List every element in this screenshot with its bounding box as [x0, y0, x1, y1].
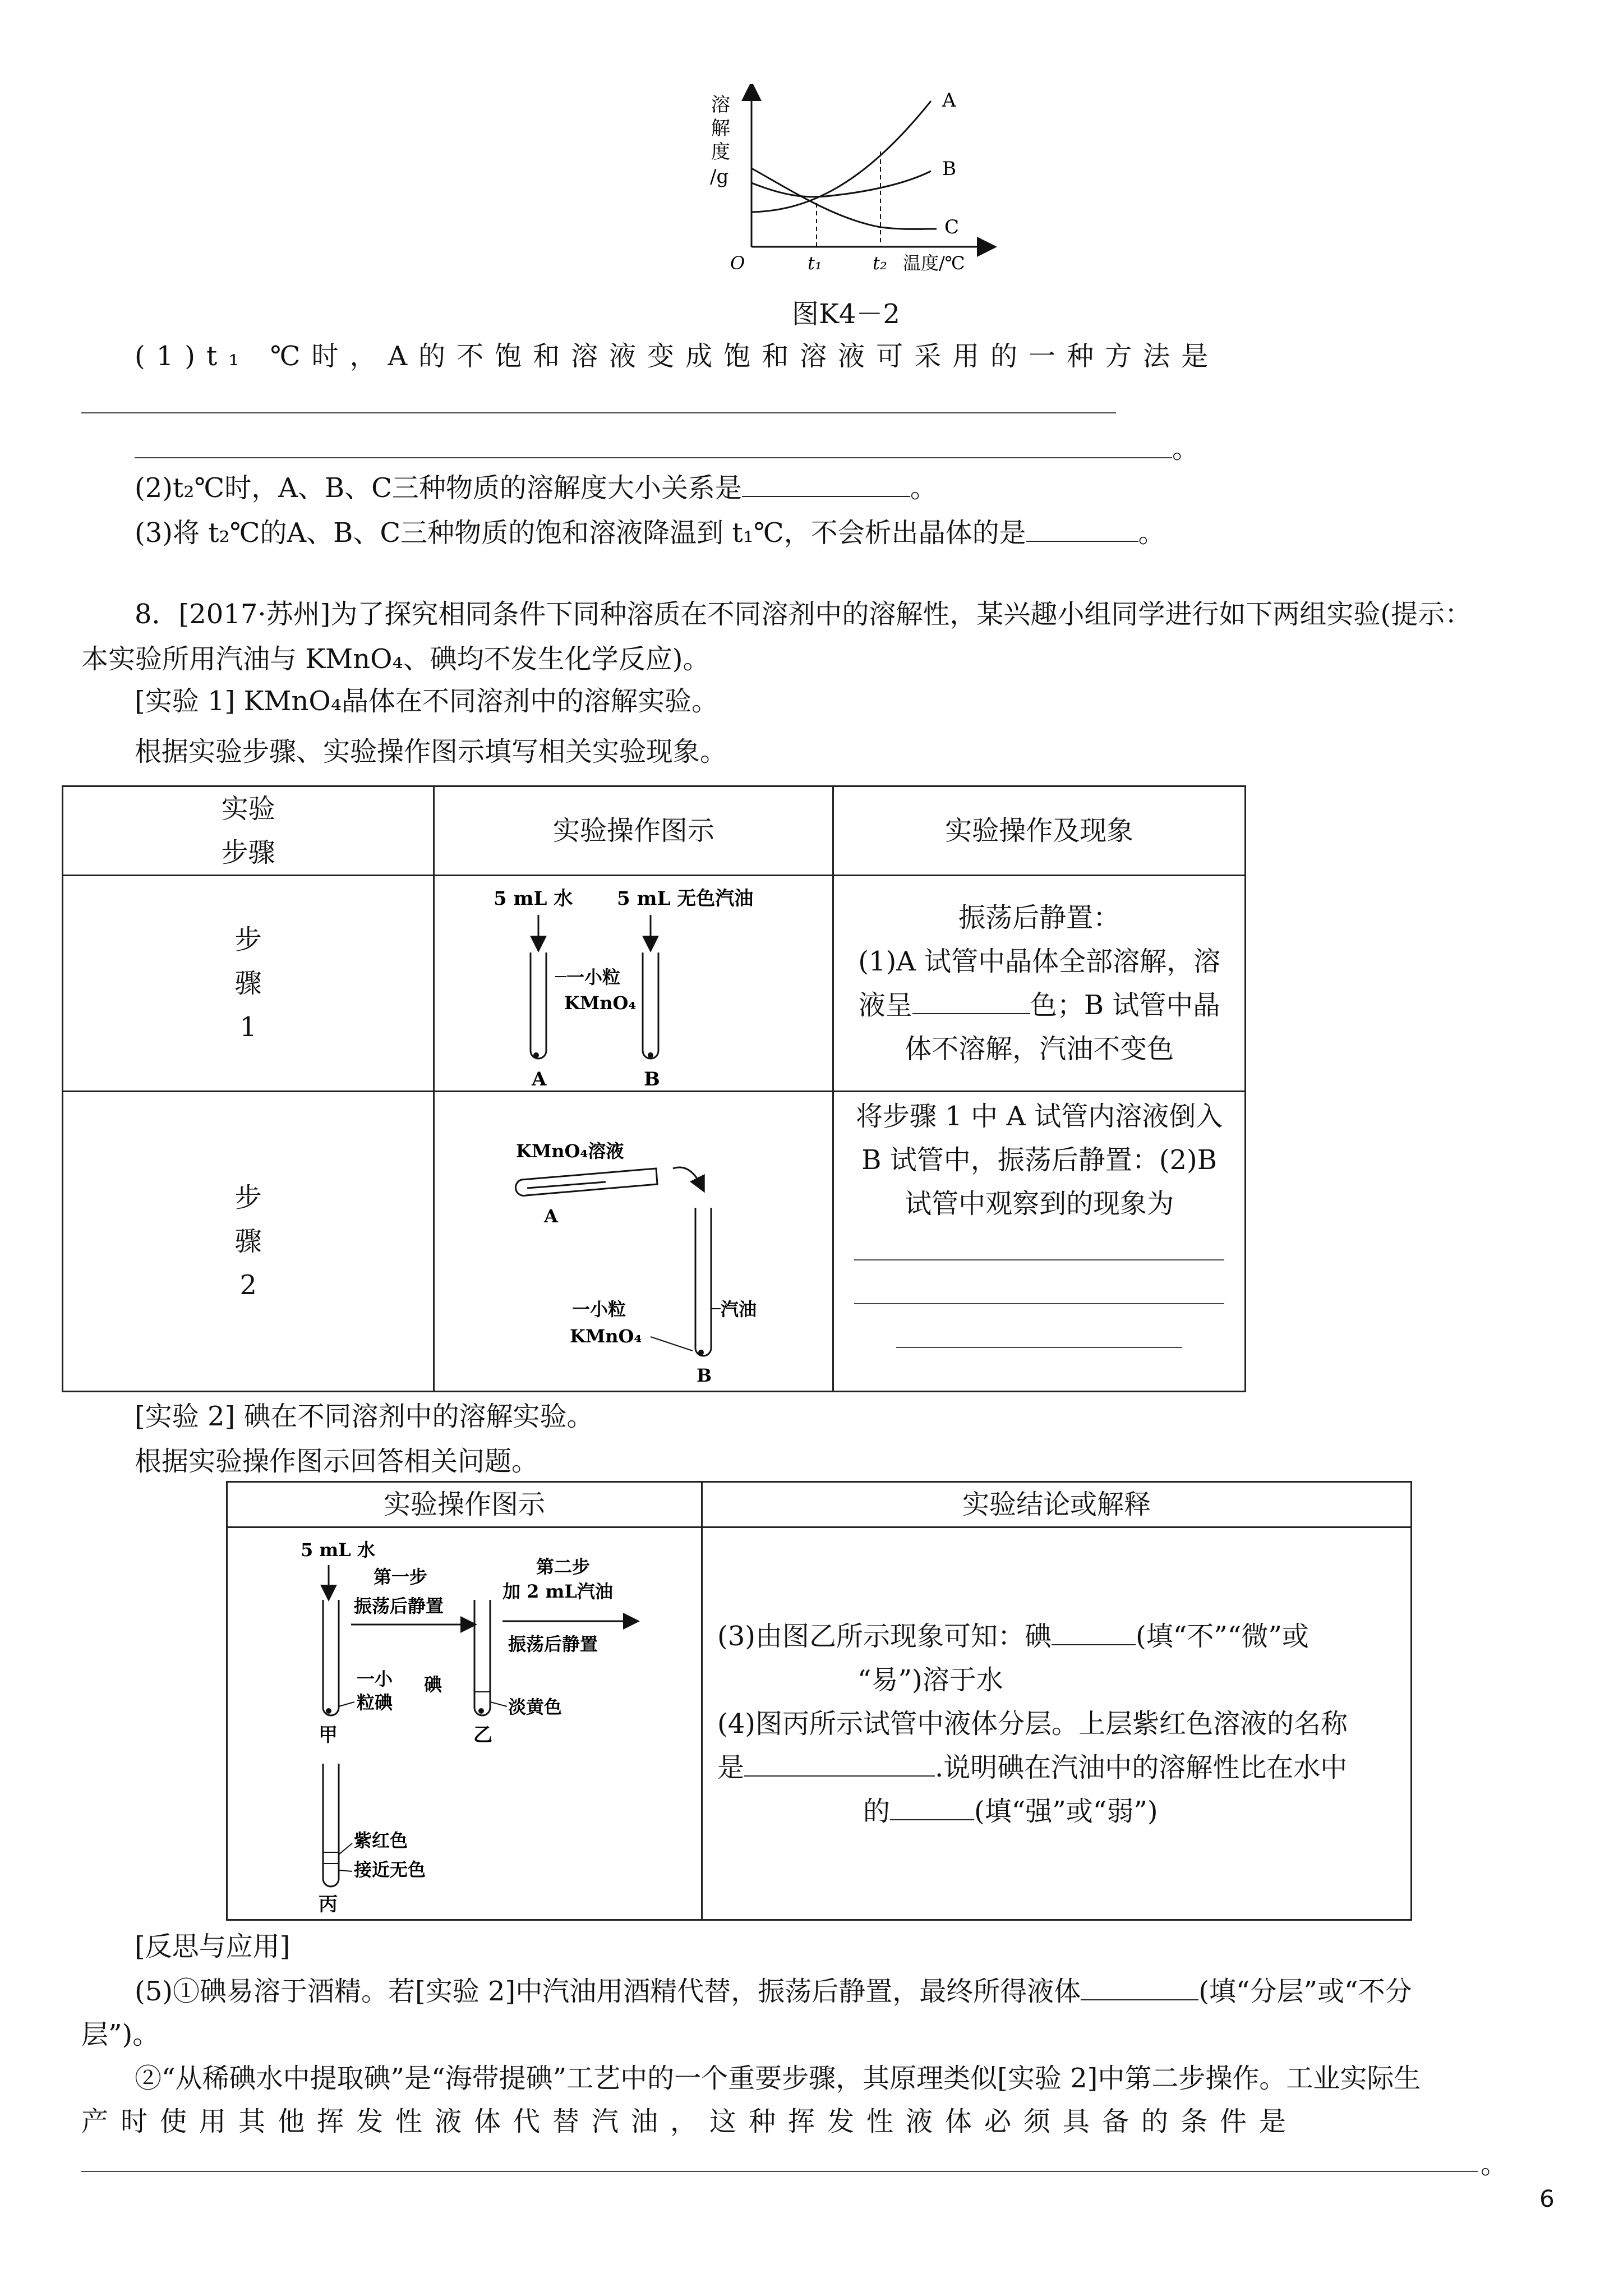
phenomenon-blank-2[interactable] [854, 1292, 1224, 1304]
t1-row2-figure [434, 1092, 833, 1392]
t1-row2-line3: 试管中观察到的现象为 [905, 1188, 1174, 1220]
curve-a-label: A [942, 89, 956, 112]
tube-jia [323, 1600, 339, 1715]
tube-b2-label: B [696, 1365, 712, 1386]
iodine-water-label: 5 mL 水 [301, 1539, 375, 1561]
color-blank[interactable] [912, 988, 1030, 1014]
origin-label: O [730, 252, 745, 274]
grain2-pointer [651, 1337, 693, 1351]
clear-pointer [339, 1870, 352, 1871]
iodine-experiment-figure [228, 1528, 699, 1915]
layering-blank[interactable] [1081, 1975, 1198, 2000]
t1-label: t₁ [808, 252, 822, 274]
exp2-title: [实验 2] 碘在不同溶剂中的溶解实验。 [135, 1401, 594, 1432]
t1-header-figure: 实验操作图示 [434, 786, 833, 876]
strength-blank[interactable] [890, 1795, 974, 1820]
curve-b-label: B [942, 158, 956, 180]
iodine-grain-jia [326, 1708, 331, 1714]
t1-row2-step-c1: 步 [234, 1182, 262, 1213]
t1-row1-step-c1: 步 [234, 924, 262, 955]
exp1-title: [实验 1] KMnO₄晶体在不同溶剂中的溶解实验。 [135, 685, 719, 717]
phenomenon-blank-3[interactable] [896, 1336, 1182, 1348]
curve-c-label: C [944, 216, 960, 238]
figure-caption: 图K4－2 [792, 298, 900, 330]
x-label: 温度/℃ [903, 252, 965, 274]
grain2-label-1: 一小粒 [571, 1299, 626, 1320]
tilted-solution [527, 1182, 606, 1188]
t2-q3-line2: “易”)溶于水 [857, 1664, 1003, 1696]
solubility-chart [695, 84, 998, 286]
t2-q4-line2 [717, 1746, 1410, 1789]
y-label-2: 解 [711, 117, 730, 140]
step1-test-tubes-figure [437, 877, 830, 1090]
q5-part2-blank[interactable] [81, 2171, 1478, 2172]
t1-row1-step-c3: 1 [239, 1011, 257, 1043]
clear-label: 接近无色 [354, 1859, 426, 1880]
t1-header-step [63, 786, 434, 876]
q7-part2-blank[interactable] [742, 471, 910, 497]
t1-row2-step-c2: 骤 [234, 1226, 262, 1257]
y-label-3: 度 [711, 141, 730, 163]
iodine-label: 碘 [424, 1674, 442, 1695]
t1-row1-line3a: 液呈 [858, 990, 912, 1021]
q7-part2-text: (2)t₂℃时，A、B、C三种物质的溶解度大小关系是 [135, 472, 742, 504]
t2-q4-line3 [717, 1789, 1410, 1833]
t2-header-figure: 实验操作图示 [227, 1482, 702, 1527]
purple-label: 紫红色 [354, 1830, 408, 1851]
q7-part1: (1)t₁ ℃时，A的不饱和溶液变成饱和溶液可采用的一种方法是 [135, 341, 1220, 372]
grain-label-1: 一小粒 [566, 967, 620, 988]
water-label: 5 mL 水 [493, 887, 573, 910]
yellow-label: 淡黄色 [508, 1696, 562, 1718]
experiment2-table [226, 1481, 1412, 1921]
q7-part3-end: 。 [1138, 517, 1165, 549]
tilted-tube-a [515, 1168, 657, 1196]
oil-label: 5 mL 无色汽油 [616, 887, 754, 910]
t1-row1-step-c2: 骤 [234, 968, 262, 999]
tilted-tube-label: A [543, 1205, 558, 1227]
grain-small-1: 一小 [357, 1668, 393, 1690]
q7-part3-blank[interactable] [1026, 516, 1138, 542]
t2-q4-line1: (4)图丙所示试管中液体分层。上层紫红色溶液的名称 [717, 1708, 1348, 1740]
t2-q3-text: (3)由图乙所示现象可知：碘 [717, 1620, 1052, 1652]
test-tube-a [531, 953, 546, 1059]
grain2-label-2: KMnO₄ [569, 1326, 642, 1347]
t1-row1-line1: 振荡后静置： [958, 902, 1121, 933]
t2-q4-is: 是 [717, 1751, 744, 1783]
t1-row2-line1: 将步骤 1 中 A 试管内溶液倒入 [856, 1101, 1223, 1132]
phenomenon-blank-1[interactable] [854, 1248, 1224, 1260]
q7-part2 [135, 471, 937, 505]
tube-a-label: A [531, 1068, 547, 1090]
solution-name-blank[interactable] [744, 1751, 935, 1777]
t1-row2-step [63, 1092, 434, 1392]
iodine-grain-yi [478, 1708, 484, 1714]
yellow-pointer [490, 1702, 507, 1706]
oil-label-2: 汽油 [720, 1299, 757, 1320]
q7-part2-end: 。 [910, 472, 937, 504]
step2-label: 第二步 [536, 1556, 591, 1577]
t2-q3-options: (填“不”“微”或 [1135, 1620, 1309, 1652]
tube-b-label: B [643, 1068, 660, 1090]
q7-part1-blank-a[interactable] [81, 412, 1116, 413]
curve-c [751, 168, 937, 229]
t2-q4-options: (填“强”或“弱”) [974, 1795, 1158, 1827]
t1-header-step-line2: 步骤 [221, 837, 275, 868]
t1-row2-text [833, 1092, 1246, 1392]
t1-row2-step-c3: 2 [239, 1269, 257, 1301]
q5-part2-line2: 产时使用其他挥发性液体代替汽油，这种挥发性液体必须具备的条件是 [81, 2106, 1299, 2137]
step2-pouring-figure [437, 1096, 830, 1387]
purple-pointer [339, 1843, 352, 1855]
t1-row1-line2: (1)A 试管中晶体全部溶解，溶 [858, 946, 1221, 977]
t2-conclusion-cell [702, 1527, 1411, 1920]
y-label-1: 溶 [711, 94, 730, 116]
t1-header-step-line1: 实验 [221, 793, 275, 825]
step1-label: 第一步 [374, 1566, 428, 1588]
q8-intro-line2: 本实验所用汽油与 KMnO₄、碘均不发生化学反应)。 [81, 643, 710, 675]
page-number: 6 [1539, 2185, 1555, 2212]
solution-label: KMnO₄溶液 [515, 1140, 624, 1162]
q5-part2-line1: ②“从稀碘水中提取碘”是“海带提碘”工艺中的一个重要步骤，其原理类似[实验 2]中第二步操作。工业实际生 [135, 2063, 1421, 2094]
bing-label: 丙 [319, 1893, 338, 1915]
iodine-solubility-blank[interactable] [1052, 1619, 1136, 1645]
crystal-b2 [698, 1350, 704, 1355]
t2-figure-cell [227, 1527, 702, 1920]
t1-row1-line3 [834, 983, 1244, 1027]
reflection-title: [反思与应用] [135, 1931, 291, 1962]
step2-action: 振荡后静置 [508, 1634, 598, 1655]
exp2-instruction: 根据实验操作图示回答相关问题。 [135, 1446, 539, 1477]
q5-part1-text: (5)①碘易溶于酒精。若[实验 2]中汽油用酒精代替，振荡后静置，最终所得液体 [135, 1976, 1081, 2007]
exp1-instruction: 根据实验步骤、实验操作图示填写相关实验现象。 [135, 736, 727, 767]
t2-q3-line1 [717, 1614, 1410, 1658]
t2-label: t₂ [873, 252, 887, 274]
q5-part1-options: (填“分层”或“不分 [1198, 1976, 1412, 2007]
test-tube-b [643, 953, 658, 1059]
q7-part3 [135, 516, 1165, 550]
q5-part1-line1 [135, 1975, 1412, 2008]
step2-add: 加 2 mL汽油 [502, 1581, 613, 1602]
t1-row1-line4: 体不溶解，汽油不变色 [905, 1033, 1174, 1065]
t1-row2-line2: B 试管中，振荡后静置：(2)B [861, 1144, 1218, 1176]
grain-label-2: KMnO₄ [564, 992, 637, 1014]
y-label-4: /g [710, 165, 729, 188]
t1-row1-line3b: 色；B 试管中晶 [1030, 990, 1220, 1021]
jia-label: 甲 [319, 1724, 338, 1746]
t2-q4-text: .说明碘在汽油中的溶解性比在水中 [934, 1751, 1348, 1783]
experiment1-table [62, 785, 1246, 1392]
crystal-b [648, 1052, 653, 1058]
step1-action: 振荡后静置 [354, 1595, 444, 1617]
pour-arrow [673, 1167, 701, 1185]
tube-bing [323, 1764, 339, 1887]
q8-intro-line1: 8．[2017·苏州]为了探究相同条件下同种溶质在不同溶剂中的溶解性，某兴趣小组同学进行如下两组实验(提示： [135, 599, 1472, 630]
t2-q4-de: 的 [863, 1795, 890, 1827]
upright-tube-b [695, 1208, 711, 1356]
q7-part1-end: 。 [1172, 433, 1200, 464]
t1-row1-text [833, 876, 1246, 1092]
t1-row1-step [63, 876, 434, 1092]
crystal-a [533, 1052, 539, 1058]
grain-small-2: 粒碘 [357, 1692, 393, 1713]
q5-part1-line2: 层”)。 [81, 2019, 160, 2050]
grain-small-pointer [339, 1702, 354, 1706]
tube-yi [474, 1600, 490, 1715]
t2-header-conclusion: 实验结论或解释 [702, 1482, 1411, 1527]
t1-header-phenomenon: 实验操作及现象 [833, 786, 1246, 876]
q7-part1-blank-b[interactable] [135, 457, 1172, 458]
q5-part2-end: 。 [1481, 2148, 1508, 2180]
t1-row1-figure [434, 876, 833, 1092]
q7-part3-text: (3)将 t₂℃的A、B、C三种物质的饱和溶液降温到 t₁℃，不会析出晶体的是 [135, 517, 1026, 549]
yi-label: 乙 [473, 1724, 492, 1746]
